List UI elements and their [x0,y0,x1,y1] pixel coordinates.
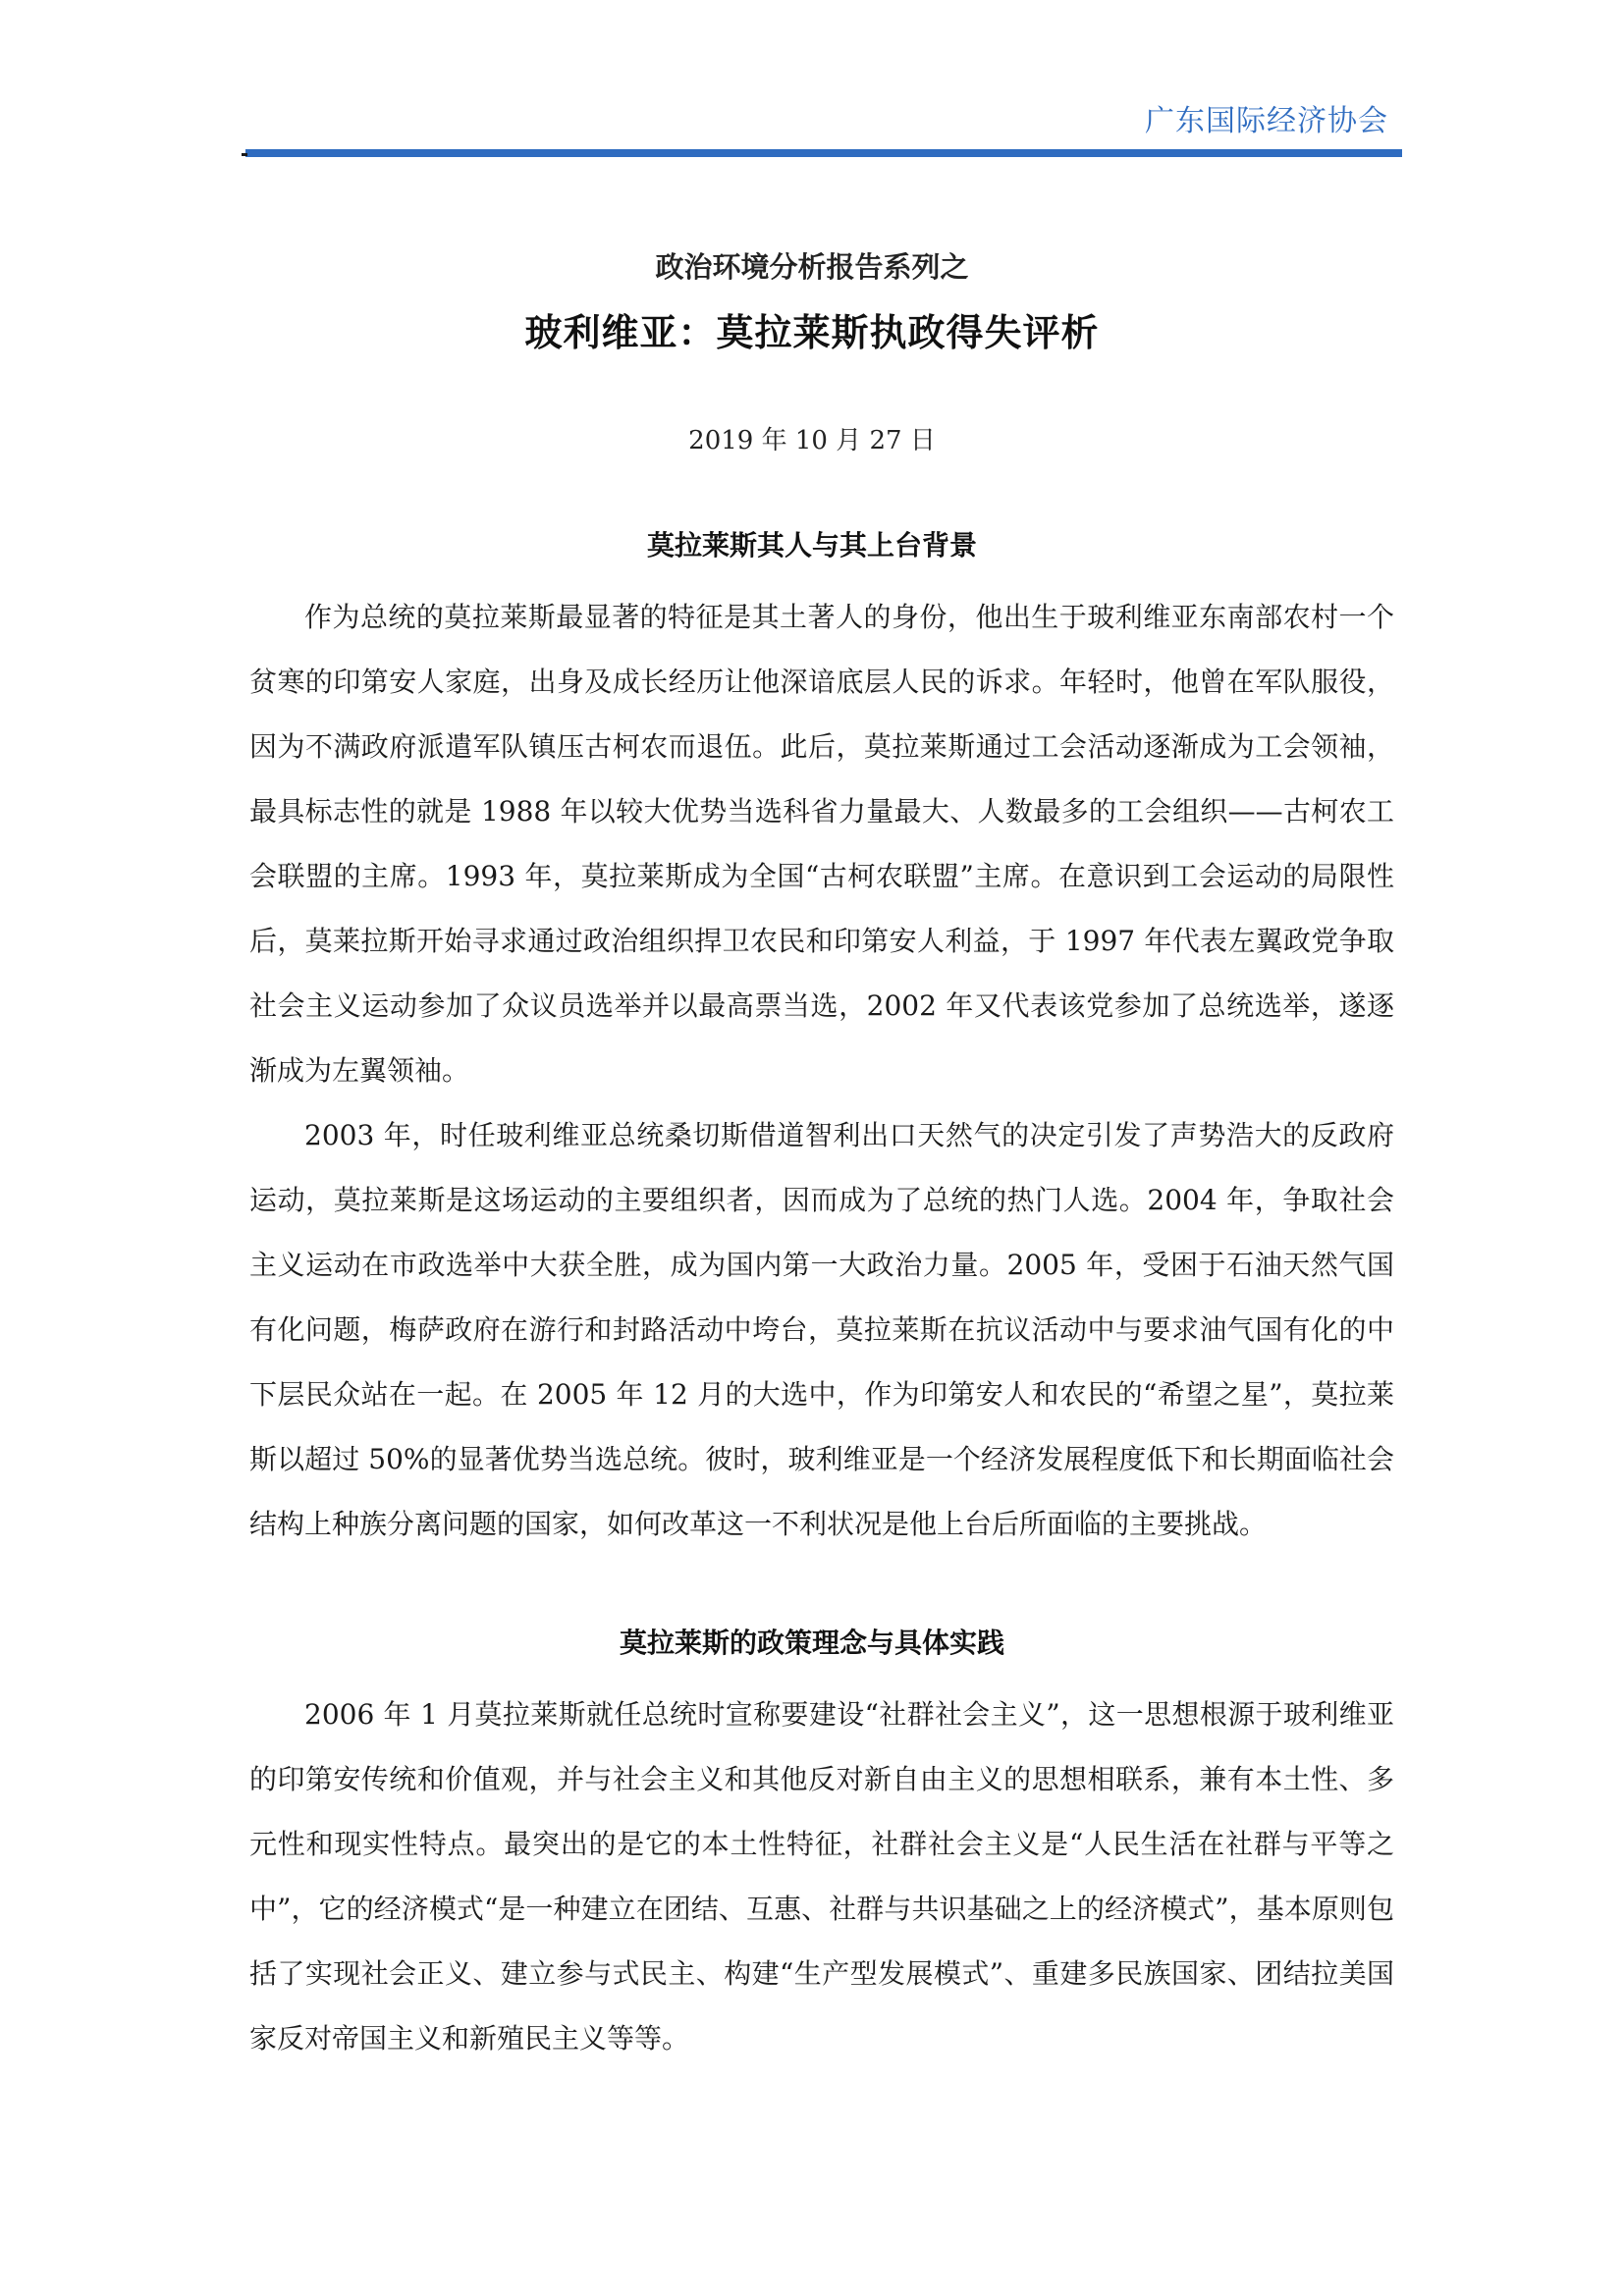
section-heading-background: 莫拉莱斯其人与其上台背景 [646,529,977,561]
series-title: 政治环境分析报告系列之 [655,250,969,284]
header-divider [245,149,1402,157]
report-date: 2019 年 10 月 27 日 [688,426,936,455]
organization-name: 广东国际经济协会 [1145,104,1388,138]
paragraph-background-1: 作为总统的莫拉莱斯最显著的特征是其土著人的身份，他出生于玻利维亚东南部农村一个贫寒的印第安人家庭，出身及成长经历让他深谙底层人民的诉求。年轻时，他曾在军队服役，因为不满政府派遣军队镇压古柯农而退伍。此后，莫拉莱斯通过工会活动逐渐成为工会领袖，最具标志性的就是 1988 年以较大优势当选科省力量最大、人数最多的工会组织——古柯农工会联盟的主席。1993 年，莫拉莱斯成为全国“古柯农联盟”主席。在意识到工会运动的局限性后，莫莱拉斯开始寻求通过政治组织捍卫农民和印第安人利益，于 1997 年代表左翼政党争取社会主义运动参加了众议员选举并以最高票当选，2002 年又代表该党参加了总统选举，遂逐渐成为左翼领袖。 [249,601,1394,1087]
header-divider-tick [242,153,247,156]
page-title: 玻利维亚：莫拉莱斯执政得失评析 [524,311,1100,354]
section-heading-policy: 莫拉莱斯的政策理念与具体实践 [619,1627,1004,1659]
paragraph-background-2: 2003 年，时任玻利维亚总统桑切斯借道智利出口天然气的决定引发了声势浩大的反政府运动，莫拉莱斯是这场运动的主要组织者，因而成为了总统的热门人选。2004 年，争取社会主义运动在市政选举中大获全胜，成为国内第一大政治力量。2005 年，受困于石油天然气国有化问题，梅萨政府在游行和封路活动中垮台，莫拉莱斯在抗议活动中与要求油气国有化的中下层民众站在一起。在 2005 年 12 月的大选中，作为印第安人和农民的“希望之星”，莫拉莱斯以超过 50%的显著优势当选总统。彼时，玻利维亚是一个经济发展程度低下和长期面临社会结构上种族分离问题的国家，如何改革这一不利状况是他上台后所面临的主要挑战。 [249,1119,1394,1540]
paragraph-policy-1: 2006 年 1 月莫拉莱斯就任总统时宣称要建设“社群社会主义”，这一思想根源于玻利维亚的印第安传统和价值观，并与社会主义和其他反对新自由主义的思想相联系，兼有本土性、多元性和现实性特点。最突出的是它的本土性特征，社群社会主义是“人民生活在社群与平等之中”，它的经济模式“是一种建立在团结、互惠、社群与共识基础之上的经济模式”，基本原则包括了实现社会正义、建立参与式民主、构建“生产型发展模式”、重建多民族国家、团结拉美国家反对帝国主义和新殖民主义等等。 [249,1698,1394,2055]
